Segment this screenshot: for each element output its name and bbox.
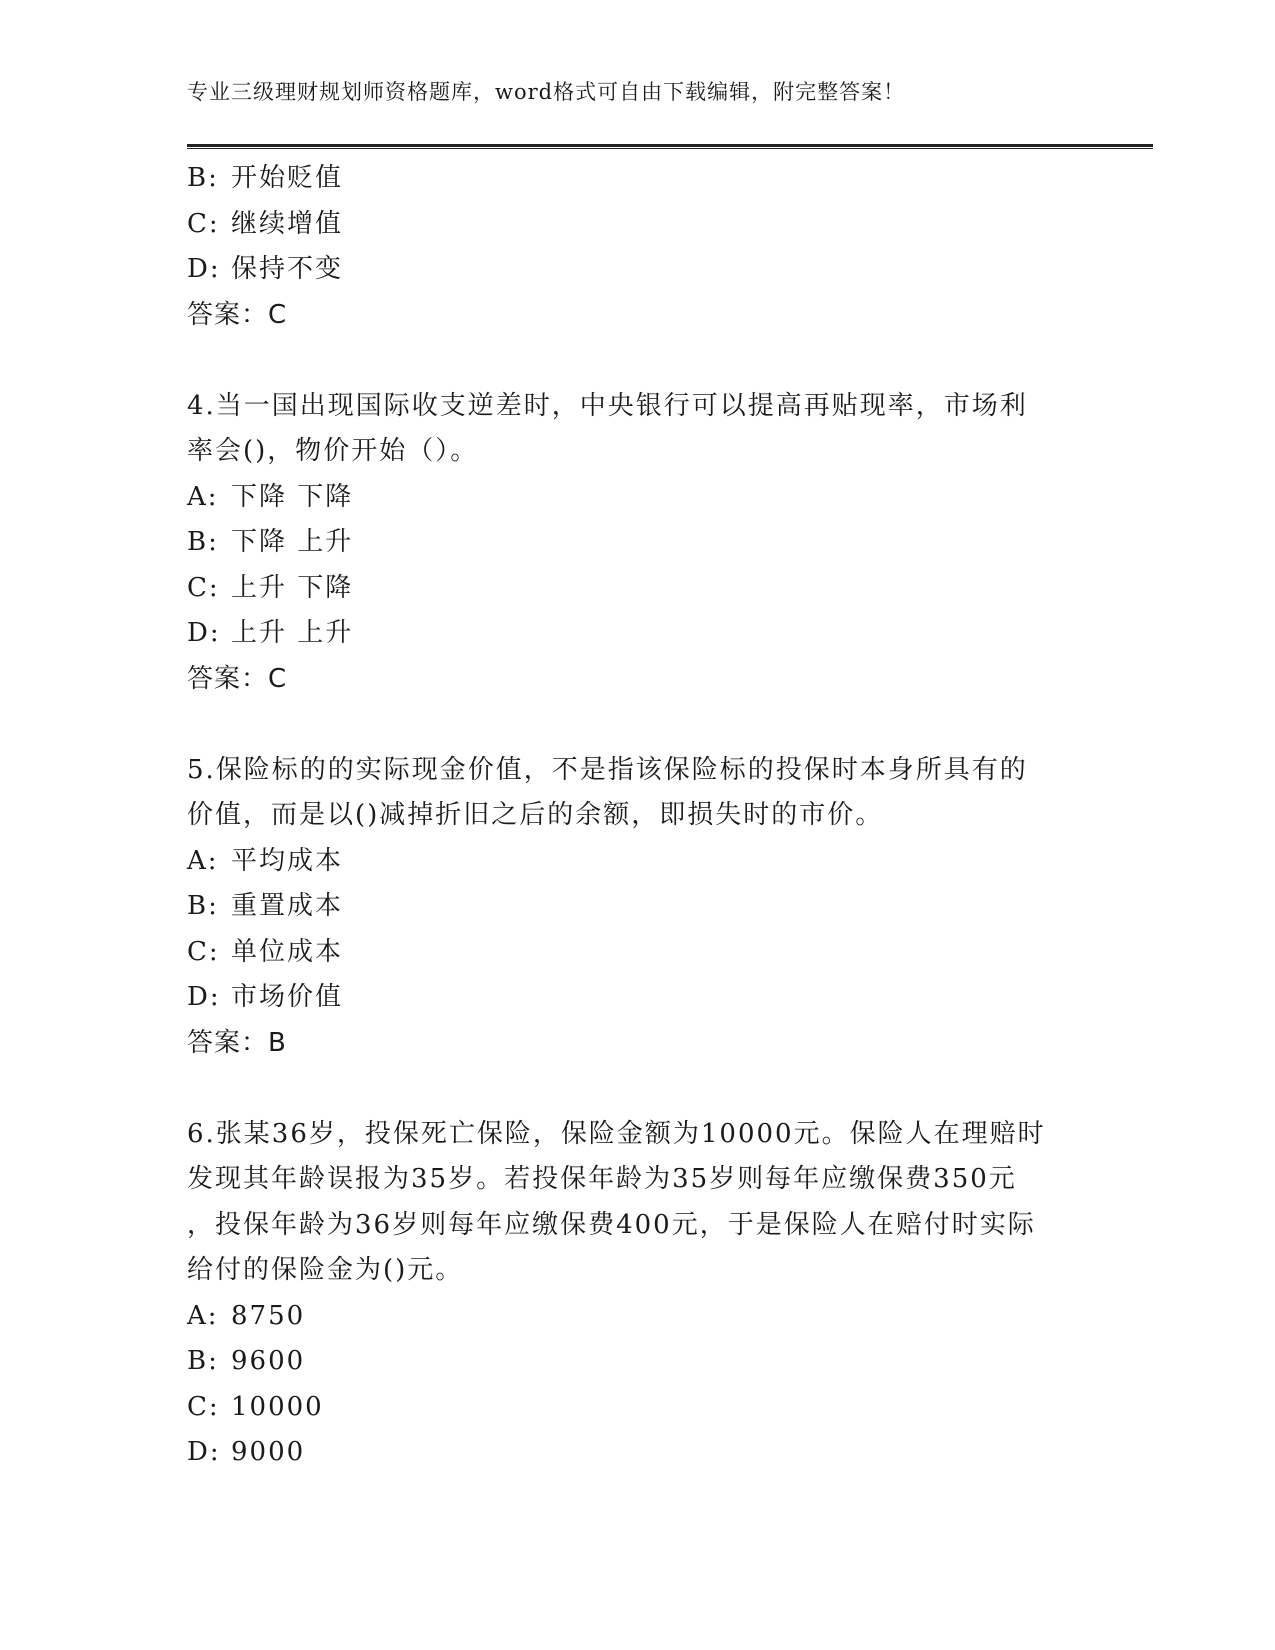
answer: 答案：B [187,1027,287,1058]
option-c [187,1385,1087,1431]
option-key: C: [187,936,220,967]
question-stem-line: 6.张某36岁，投保死亡保险，保险金额为10000元。保险人在理赔时 [187,1118,1046,1149]
option-key: B: [187,1346,219,1376]
question-3 [187,156,1087,338]
question-stem-line: 率会()，物价开始（）。 [187,436,479,466]
question-stem-line: ，投保年龄为36岁则每年应缴保费400元，于是保险人在赔付时实际 [187,1209,1036,1240]
option-key: D: [187,254,221,284]
option-text: 平均成本 [231,845,344,876]
option-a [187,839,1087,885]
question-stem-line: 5.保险标的的实际现金价值，不是指该保险标的投保时本身所具有的 [187,754,1028,785]
option-key: D: [187,1437,221,1467]
option-a [187,475,1087,521]
option-key: D: [187,618,221,648]
spacer [187,702,1087,748]
question-6 [187,1112,1087,1476]
option-text: 上升 上升 [231,618,354,648]
answer: 答案：C [187,663,288,694]
option-key: C: [187,572,220,603]
spacer [187,338,1087,384]
option-text: 下降 下降 [231,481,354,512]
question-stem-line: 价值，而是以()减掉折旧之后的余额，即损失时的市价。 [187,800,884,830]
option-text: 9000 [231,1437,306,1467]
option-d [187,1430,1087,1476]
option-key: A: [187,481,219,512]
answer: 答案：C [187,299,288,330]
option-text: 上升 下降 [231,572,354,603]
option-key: B: [187,527,219,557]
option-b [187,884,1087,930]
option-text: 下降 上升 [231,527,354,557]
option-key: A: [187,845,219,876]
question-stem-line: 4.当一国出现国际收支逆差时，中央银行可以提高再贴现率，市场利 [187,390,1028,421]
option-text: 9600 [231,1346,306,1376]
question-stem-line: 发现其年龄误报为35岁。若投保年龄为35岁则每年应缴保费350元 [187,1164,1017,1194]
option-key: C: [187,208,220,239]
spacer [187,1066,1087,1112]
option-text: 单位成本 [231,936,344,967]
question-4 [187,384,1087,703]
question-content [187,156,1087,1476]
option-text: 保持不变 [231,254,344,284]
option-c [187,566,1087,612]
option-key: C: [187,1391,220,1422]
option-d [187,611,1087,657]
option-key: A: [187,1300,219,1331]
option-text: 继续增值 [231,208,344,239]
option-c [187,930,1087,976]
option-b [187,520,1087,566]
question-stem-line: 给付的保险金为()元。 [187,1255,464,1285]
option-a [187,1294,1087,1340]
question-5 [187,748,1087,1067]
option-b [187,156,1087,202]
option-c [187,202,1087,248]
option-key: B: [187,163,219,193]
option-text: 8750 [231,1300,306,1331]
option-text: 10000 [231,1391,324,1422]
option-text: 开始贬值 [231,163,344,193]
option-key: B: [187,891,219,921]
page-header: 专业三级理财规划师资格题库，word格式可自由下载编辑，附完整答案！ [187,80,906,104]
option-b [187,1339,1087,1385]
option-key: D: [187,982,221,1012]
option-text: 重置成本 [231,891,344,921]
option-text: 市场价值 [231,982,344,1012]
option-d [187,975,1087,1021]
header-divider [187,144,1153,149]
option-d [187,247,1087,293]
